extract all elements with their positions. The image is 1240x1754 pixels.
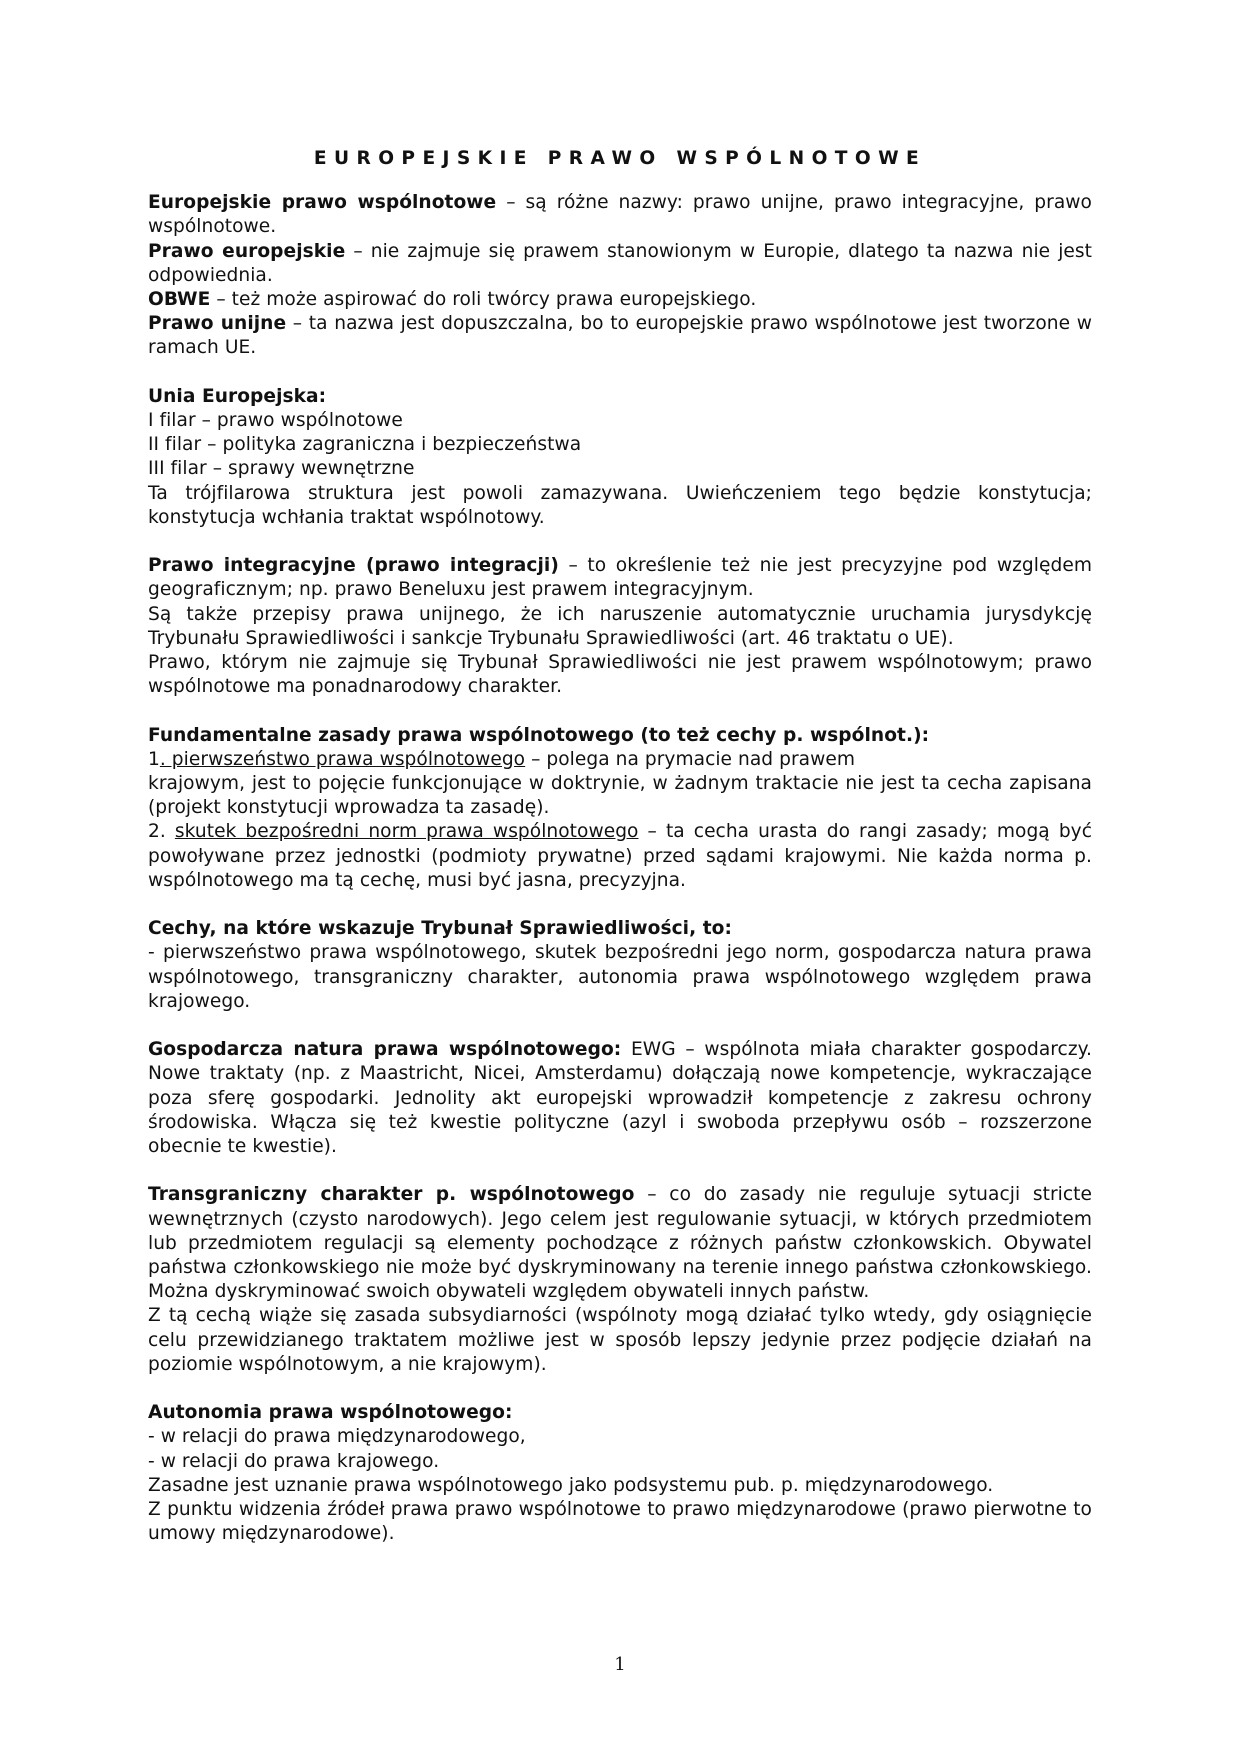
text-pierwszenstwo: – polega na prymacie nad prawem [525, 748, 855, 770]
term-transgraniczny: Transgraniczny charakter p. wspólnotowego [148, 1184, 635, 1206]
paragraph-przepisy-prawa-unijnego: Są także przepisy prawa unijnego, że ich naruszenie automatycznie uruchamia jurysdykcję Trybunału Sprawiedliwości i sankcje Trybunału Sprawiedliwości (art. 46 traktatu o UE). [148, 603, 1092, 649]
heading-autonomia: Autonomia prawa wspólnotowego: [148, 1402, 513, 1424]
list-item-skutek-bezposredni [148, 820, 1092, 893]
section-gap [148, 530, 1092, 554]
paragraph-obwe [148, 288, 1092, 312]
section-gap [148, 1159, 1092, 1183]
text-prawo-unijne: – ta nazwa jest dopuszczalna, bo to europejskie prawo wspólnotowe jest tworzone w ramach UE. [148, 313, 1092, 359]
term-prawo-integracyjne: Prawo integracyjne (prawo integracji) [148, 555, 559, 577]
term-pierwszenstwo: . pierwszeństwo prawa wspólnotowego [159, 748, 526, 770]
text-skutek-bezposredni: – ta cecha urasta do rangi zasady; mogą być powoływane przez jednostki (podmioty prywatne) przed sądami krajowymi. Nie każda norma p. wspólnotowego ma tą cechę, musi być jasna, precyzyjna. [148, 821, 1092, 891]
list-item-relacja-miedzynarodowe: - w relacji do prawa międzynarodowego, [148, 1426, 526, 1448]
document-body [148, 147, 1092, 1546]
paragraph-prawo-europejskie [148, 240, 1092, 288]
text-europejskie-prawo-wspolnotowe: – są różne nazwy: prawo unijne, prawo integracyjne, prawo wspólnotowe. [148, 192, 1092, 238]
text-gospodarcza-natura: EWG – wspólnota miała charakter gospodarczy. Nowe traktaty (np. z Maastricht, Nicei, Amsterdamu) dołączają nowe kompetencje, wykraczające poza sferę gospodarki. Jednolity akt europejski wprowadził kompetencje z zakresu ochrony środowiska. Włącza się też kwestie polityczne (azyl i swoboda przepływu osób – rozszerzone obecnie te kwestie). [148, 1039, 1092, 1158]
section-gap [148, 893, 1092, 917]
paragraph-europejskie-prawo [148, 191, 1092, 239]
term-obwe: OBWE [148, 289, 211, 311]
term-prawo-europejskie: Prawo europejskie [148, 240, 346, 262]
paragraph-zrodla-prawa: Z punktu widzenia źródeł prawa prawo wspólnotowe to prawo międzynarodowe (prawo pierwotne to umowy międzynarodowe). [148, 1499, 1092, 1545]
paragraph-gospodarcza-natura [148, 1038, 1092, 1159]
heading-unia-europejska: Unia Europejska: [148, 385, 327, 407]
page-title: EUROPEJSKIE PRAWO WSPÓLNOTOWE [313, 148, 927, 169]
list-item-filar-3: III filar – sprawy wewnętrzne [148, 458, 415, 480]
paragraph-trojfilarowa: Ta trójfilarowa struktura jest powoli zamazywana. Uwieńczeniem tego będzie konstytucja; konstytucja wchłania traktat wspólnotowy. [148, 482, 1092, 528]
text-prawo-integracyjne: – to określenie też nie jest precyzyjne pod względem geograficznym; np. prawo Beneluxu jest prawem integracyjnym. [148, 555, 1092, 601]
heading-fundamentalne-zasady: Fundamentalne zasady prawa wspólnotowego (to też cechy p. wspólnot.): [148, 724, 930, 746]
section-gap [148, 1014, 1092, 1038]
paragraph-prawo-unijne [148, 312, 1092, 360]
term-europejskie-prawo-wspolnotowe: Europejskie prawo wspólnotowe [148, 192, 497, 214]
term-skutek-bezposredni: skutek bezpośredni norm prawa wspólnotowego [174, 821, 639, 843]
term-prawo-unijne: Prawo unijne [148, 313, 287, 335]
term-gospodarcza-natura: Gospodarcza natura prawa wspólnotowego: [148, 1039, 622, 1061]
paragraph-pierwszenstwo-cont: krajowym, jest to pojęcie funkcjonujące w doktrynie, w żadnym traktacie nie jest ta cecha zapisana (projekt konstytucji wprowadza ta zasadę). [148, 773, 1092, 819]
list-item-relacja-krajowe: - w relacji do prawa krajowego. [148, 1450, 440, 1472]
page-number: 1 [614, 1654, 626, 1675]
text-obwe: – też może aspirować do roli twórcy prawa europejskiego. [210, 289, 757, 311]
paragraph-prawo-integracyjne [148, 554, 1092, 602]
paragraph-transgraniczny [148, 1183, 1092, 1304]
paragraph-zasadne: Zasadne jest uznanie prawa wspólnotowego jako podsystemu pub. p. międzynarodowego. [148, 1474, 994, 1496]
list-item-filar-1: I filar – prawo wspólnotowe [148, 410, 403, 432]
paragraph-trybunal: Prawo, którym nie zajmuje się Trybunał Sprawiedliwości nie jest prawem wspólnotowym; prawo wspólnotowe ma ponadnarodowy charakter. [148, 652, 1092, 698]
list-number: 2. [148, 821, 175, 843]
section-gap [148, 1377, 1092, 1401]
text-transgraniczny: – co do zasady nie reguluje sytuacji stricte wewnętrznych (czysto narodowych). Jego celem jest regulowanie sytuacji, w których przedmiotem lub przedmiotem regulacji są elementy pochodzące z różnych państw członkowskich. Obywatel państwa członkowskiego nie może być dyskryminowany na terenie innego państwa członkowskiego. Można dyskryminować swoich obywateli względem obywateli innych państw. [148, 1184, 1092, 1303]
paragraph-cechy-list: - pierwszeństwo prawa wspólnotowego, skutek bezpośredni jego norm, gospodarcza natura prawa wspólnotowego, transgraniczny charakter, autonomia prawa wspólnotowego względem prawa krajowego. [148, 942, 1092, 1012]
list-item-filar-2: II filar – polityka zagraniczna i bezpieczeństwa [148, 434, 582, 456]
text-prawo-europejskie: – nie zajmuje się prawem stanowionym w Europie, dlatego ta nazwa nie jest odpowiednia. [148, 240, 1093, 286]
list-number: 1 [148, 748, 160, 770]
section-gap [148, 361, 1092, 385]
paragraph-subsydiarnosc: Z tą cechą wiąże się zasada subsydiarności (wspólnoty mogą działać tylko wtedy, gdy osiągnięcie celu przewidzianego traktatem możliwe jest w sposób lepszy jedynie przez podjęcie działań na poziomie wspólnotowym, a nie krajowym). [148, 1305, 1092, 1375]
list-item-pierwszenstwo [148, 748, 1092, 772]
heading-cechy-trybunal: Cechy, na które wskazuje Trybunał Sprawiedliwości, to: [148, 918, 732, 940]
section-gap [148, 699, 1092, 723]
